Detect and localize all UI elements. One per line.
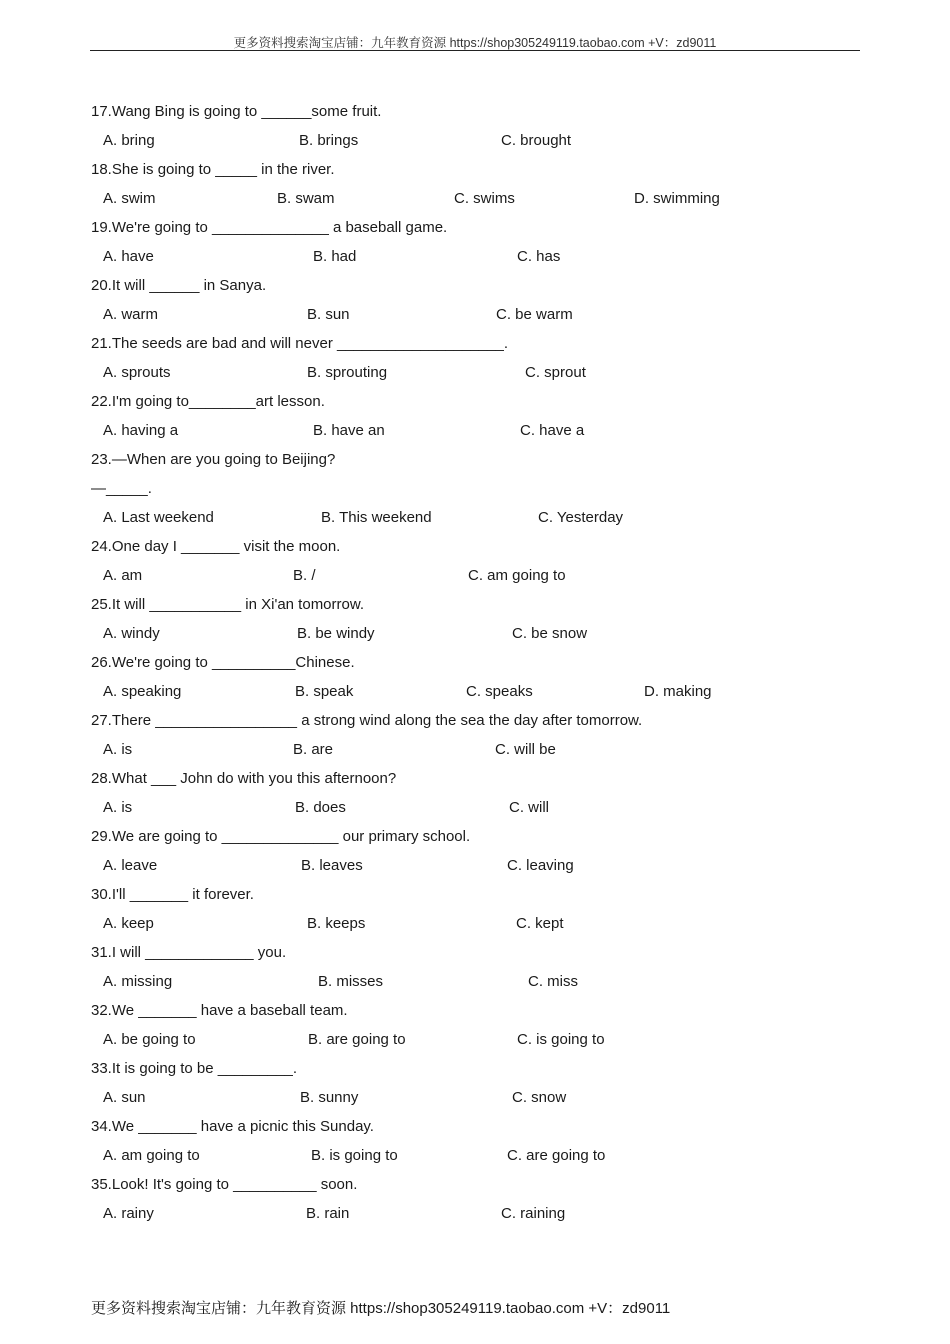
option: C. speaks	[466, 683, 533, 700]
question-stem: 21.The seeds are bad and will never ____________________.	[91, 335, 508, 352]
question-stem: 25.It will ___________ in Xi'an tomorrow.	[91, 596, 365, 613]
option: A. missing	[103, 973, 173, 990]
option: B. rain	[306, 1205, 350, 1222]
option: B. This weekend	[321, 509, 432, 526]
option-row	[91, 242, 851, 271]
option: A. am	[103, 567, 143, 584]
option: B. are	[293, 741, 334, 758]
option-row	[91, 735, 851, 764]
option: A. windy	[103, 625, 160, 642]
option: C. Yesterday	[538, 509, 624, 526]
option: A. keep	[103, 915, 154, 932]
header-rule	[90, 50, 860, 51]
page-footer: 更多资料搜索淘宝店铺：九年教育资源 https://shop305249119.taobao.com +V：zd9011	[91, 1300, 671, 1317]
option: A. rainy	[103, 1205, 154, 1222]
question-stem: 28.What ___ John do with you this afternoon?	[91, 770, 397, 787]
option: A. Last weekend	[103, 509, 214, 526]
question-stem: 19.We're going to ______________ a baseball game.	[91, 219, 448, 236]
option-row	[91, 851, 851, 880]
option: C. have a	[520, 422, 585, 439]
option: C. brought	[501, 132, 572, 149]
option: C. is going to	[517, 1031, 605, 1048]
question-stem: 24.One day I _______ visit the moon.	[91, 538, 341, 555]
option-row	[91, 1025, 851, 1054]
option: B. sunny	[300, 1089, 359, 1106]
option: A. swim	[103, 190, 156, 207]
option: A. warm	[103, 306, 159, 323]
option-row	[91, 1083, 851, 1112]
option: B. /	[293, 567, 316, 584]
option-row	[91, 967, 851, 996]
option: A. having a	[103, 422, 179, 439]
option: B. had	[313, 248, 357, 265]
option: C. will	[509, 799, 549, 816]
question-stem: 27.There _________________ a strong wind along the sea the day after tomorrow.	[91, 712, 643, 729]
option-row	[91, 793, 851, 822]
option-row	[91, 909, 851, 938]
option: B. leaves	[301, 857, 363, 874]
option-row	[91, 184, 851, 213]
option: B. misses	[318, 973, 384, 990]
option: B. brings	[299, 132, 359, 149]
option: C. snow	[512, 1089, 567, 1106]
option-row	[91, 619, 851, 648]
option: C. be warm	[496, 306, 573, 323]
option-row	[91, 1141, 851, 1170]
option-row	[91, 300, 851, 329]
option-row	[91, 358, 851, 387]
question-stem: 30.I'll _______ it forever.	[91, 886, 254, 903]
option: B. be windy	[297, 625, 375, 642]
question-stem: 18.She is going to _____ in the river.	[91, 161, 335, 178]
option-row	[91, 1199, 851, 1228]
option-row	[91, 126, 851, 155]
page-header: 更多资料搜索淘宝店铺：九年教育资源 https://shop305249119.taobao.com +V：zd9011	[233, 36, 717, 50]
option: C. has	[517, 248, 561, 265]
question-response: —_____.	[91, 480, 152, 497]
question-stem: 23.—When are you going to Beijing?	[91, 451, 336, 468]
question-stem: 29.We are going to ______________ our primary school.	[91, 828, 471, 845]
option: B. does	[295, 799, 346, 816]
option: B. keeps	[307, 915, 366, 932]
option: A. have	[103, 248, 154, 265]
option: A. bring	[103, 132, 155, 149]
question-stem: 33.It is going to be _________.	[91, 1060, 298, 1077]
question-stem: 32.We _______ have a baseball team.	[91, 1002, 348, 1019]
question-stem: 17.Wang Bing is going to ______some fruit.	[91, 103, 382, 120]
option: D. making	[644, 683, 712, 700]
option: A. is	[103, 799, 133, 816]
option: B. swam	[277, 190, 335, 207]
question-stem: 31.I will _____________ you.	[91, 944, 287, 961]
question-stem: 20.It will ______ in Sanya.	[91, 277, 267, 294]
question-stem: 26.We're going to __________Chinese.	[91, 654, 355, 671]
option-row	[91, 677, 851, 706]
option: D. swimming	[634, 190, 720, 207]
option-row	[91, 561, 851, 590]
option-row	[91, 503, 851, 532]
option-row	[91, 416, 851, 445]
option: B. sun	[307, 306, 350, 323]
option: C. kept	[516, 915, 564, 932]
option: B. are going to	[308, 1031, 406, 1048]
option: C. be snow	[512, 625, 588, 642]
option: C. raining	[501, 1205, 566, 1222]
option: C. sprout	[525, 364, 586, 381]
question-stem: 34.We _______ have a picnic this Sunday.	[91, 1118, 374, 1135]
option: A. sprouts	[103, 364, 171, 381]
option: A. am going to	[103, 1147, 200, 1164]
option: C. will be	[495, 741, 556, 758]
option: C. are going to	[507, 1147, 606, 1164]
option: C. am going to	[468, 567, 566, 584]
option: C. swims	[454, 190, 515, 207]
option: B. have an	[313, 422, 385, 439]
option: A. speaking	[103, 683, 182, 700]
option: B. is going to	[311, 1147, 398, 1164]
option: C. miss	[528, 973, 578, 990]
question-stem: 35.Look! It's going to __________ soon.	[91, 1176, 358, 1193]
option: A. be going to	[103, 1031, 196, 1048]
question-list	[91, 97, 851, 1228]
option: B. sprouting	[307, 364, 388, 381]
option: A. is	[103, 741, 133, 758]
option: A. leave	[103, 857, 158, 874]
question-stem: 22.I'm going to________art lesson.	[91, 393, 325, 410]
option: C. leaving	[507, 857, 574, 874]
option: B. speak	[295, 683, 354, 700]
option: A. sun	[103, 1089, 146, 1106]
